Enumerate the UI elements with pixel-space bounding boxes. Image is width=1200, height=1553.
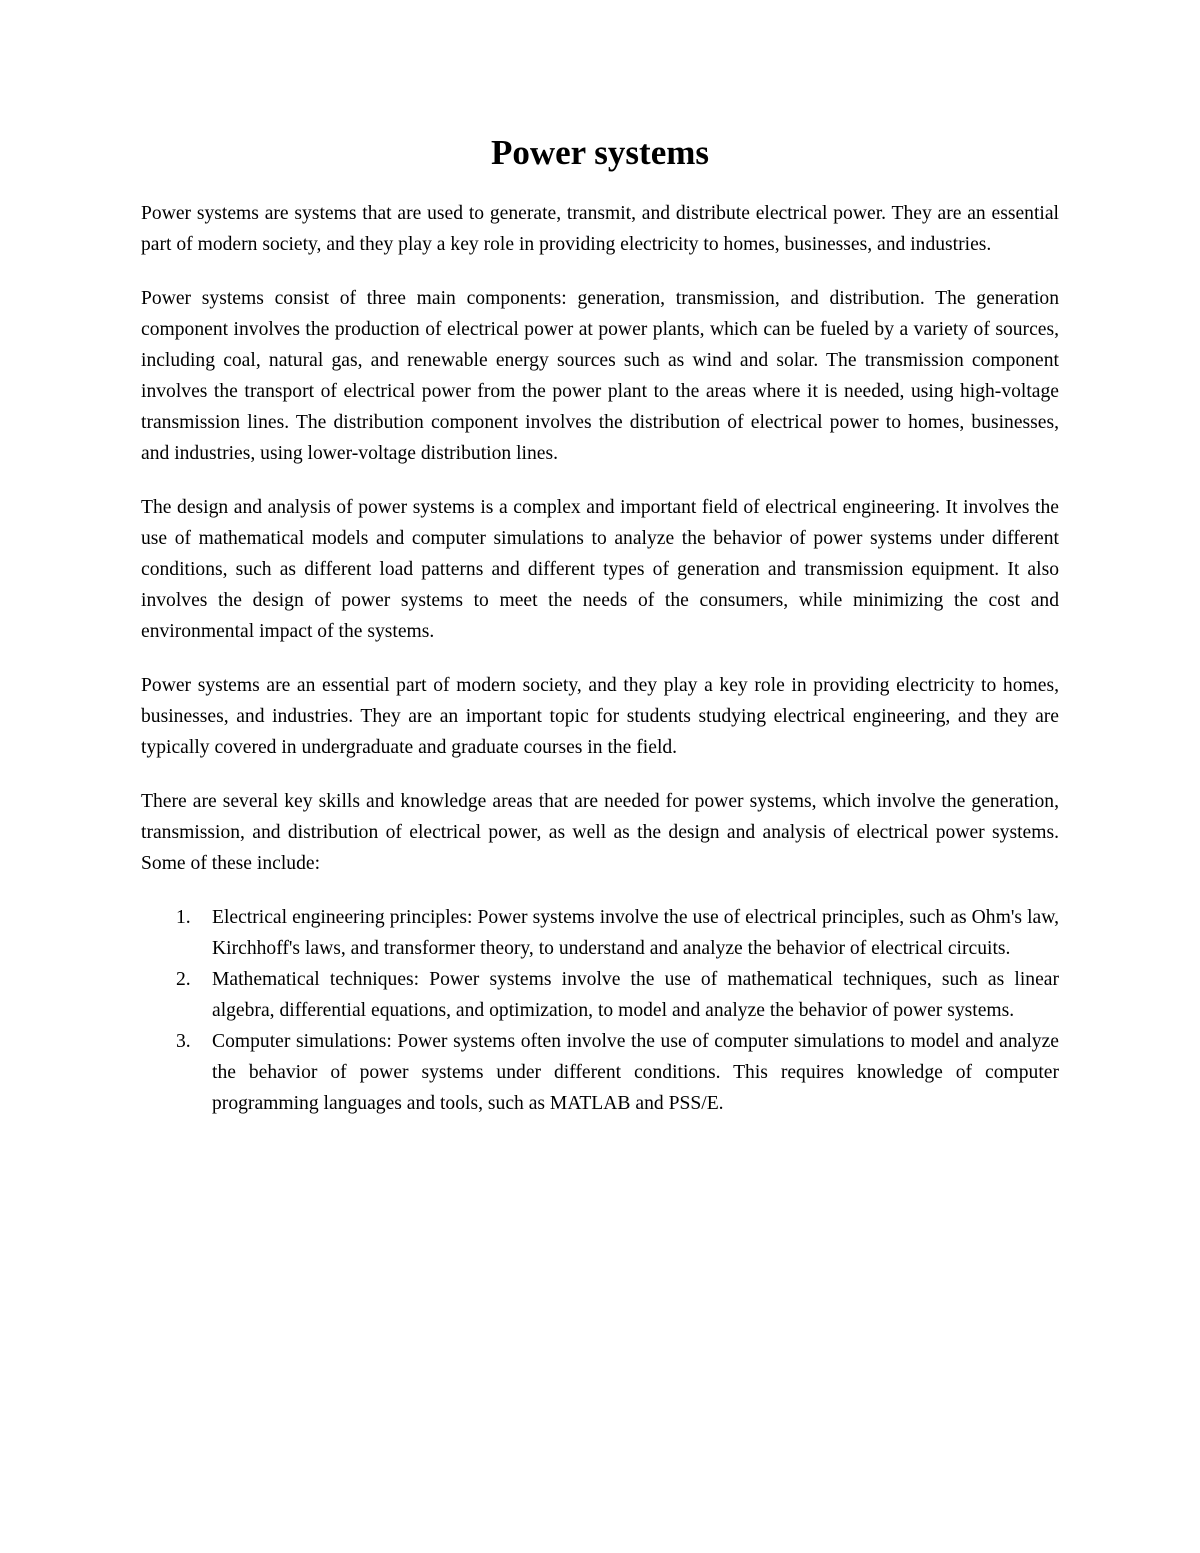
paragraph-components: Power systems consist of three main components: generation, transmission, and distribution. The generation component involves the production of electrical power at power plants, which can be fueled by a variety of sources, including coal, natural gas, and renewable energy sources such as wind and solar. The transmission component involves the transport of electrical power from the power plant to the areas where it is needed, using high-voltage transmission lines. The distribution component involves the distribution of electrical power to homes, businesses, and industries, using lower-voltage distribution lines. — [141, 287, 1059, 464]
paragraph-importance: Power systems are an essential part of modern society, and they play a key role in providing electricity to homes, businesses, and industries. They are an important topic for students studying electrical engineering, and they are typically covered in undergraduate and graduate courses in the field. — [141, 674, 1059, 758]
paragraph-design-analysis: The design and analysis of power systems is a complex and important field of electrical engineering. It involves the use of mathematical models and computer simulations to analyze the behavior of power systems under different conditions, such as different load patterns and different types of generation and transmission equipment. It also involves the design of power systems to meet the needs of the consumers, while minimizing the cost and environmental impact of the systems. — [141, 496, 1059, 642]
list-item-number: 3. — [176, 1030, 191, 1052]
list-item-text: Mathematical techniques: Power systems involve the use of mathematical techniques, such as linear algebra, differential equations, and optimization, to model and analyze the behavior of power systems. — [212, 968, 1059, 1021]
list-item-number: 1. — [176, 906, 191, 928]
list-item — [141, 964, 1059, 1026]
document-page — [141, 130, 1059, 1119]
list-item-number: 2. — [176, 968, 191, 990]
document-title: Power systems — [490, 133, 710, 172]
paragraph-intro: Power systems are systems that are used to generate, transmit, and distribute electrical power. They are an essential part of modern society, and they play a key role in providing electricity to homes, businesses, and industries. — [141, 202, 1059, 255]
skills-list — [141, 902, 1059, 1119]
list-item-text: Electrical engineering principles: Power systems involve the use of electrical principles, such as Ohm's law, Kirchhoff's laws, and transformer theory, to understand and analyze the behavior of electrical circuits. — [212, 906, 1059, 959]
list-item — [141, 1026, 1059, 1119]
list-item-text: Computer simulations: Power systems often involve the use of computer simulations to model and analyze the behavior of power systems under different conditions. This requires knowledge of computer programming languages and tools, such as MATLAB and PSS/E. — [212, 1030, 1059, 1114]
list-item — [141, 902, 1059, 964]
paragraph-skills-intro: There are several key skills and knowledge areas that are needed for power systems, which involve the generation, transmission, and distribution of electrical power, as well as the design and analysis of electrical power systems. Some of these include: — [141, 790, 1059, 874]
